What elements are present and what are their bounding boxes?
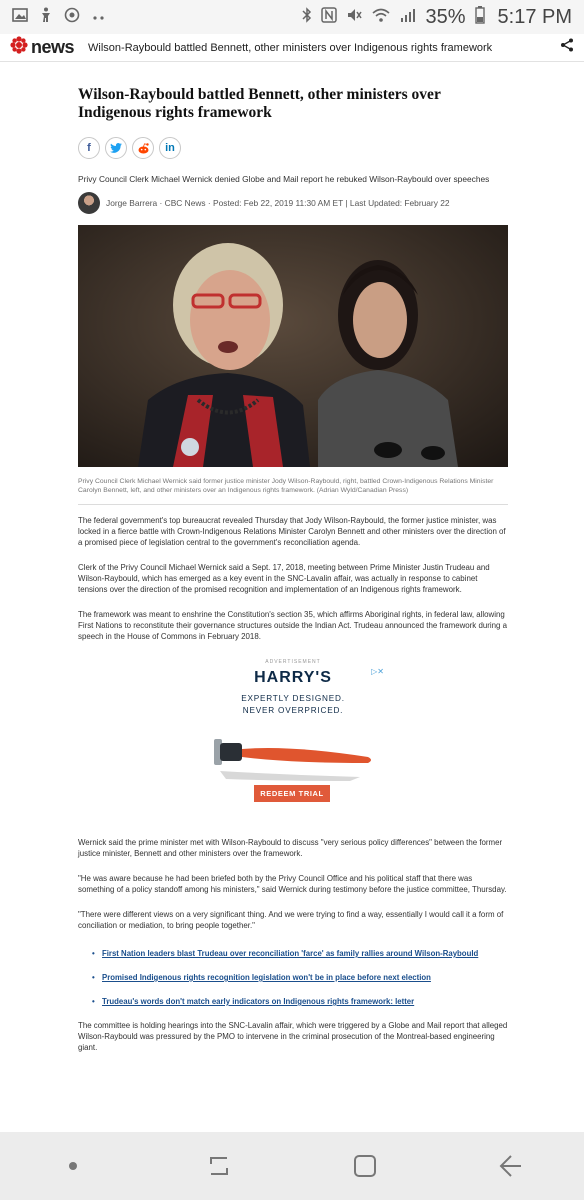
ad-tagline-line-1: EXPERTLY DESIGNED. bbox=[241, 694, 345, 703]
social-share-bar bbox=[78, 137, 508, 159]
battery-level: 35% bbox=[425, 5, 466, 28]
related-link[interactable]: • First Nation leaders blast Trudeau over reconciliation 'farce' as family rallies around Wilson-Raybould bbox=[94, 948, 508, 959]
app-bar-title: Wilson-Raybould battled Bennett, other ministers over Indigenous rights framework bbox=[88, 41, 493, 54]
twitter-icon bbox=[110, 143, 122, 153]
byline-text: Jorge Barrera · CBC News · Posted: Feb 22, 2019 11:30 AM ET | Last Updated: February 22 bbox=[106, 198, 450, 208]
related-links bbox=[78, 948, 508, 1007]
byline bbox=[78, 192, 508, 214]
accessibility-notification-icon bbox=[40, 7, 52, 28]
author-avatar bbox=[78, 192, 100, 214]
related-link[interactable]: • Promised Indigenous rights recognition legislation won't be in place before next election bbox=[94, 972, 508, 983]
article bbox=[78, 62, 508, 1053]
bluetooth-icon bbox=[302, 7, 312, 28]
battery-icon bbox=[475, 6, 485, 29]
razor-image bbox=[210, 725, 376, 781]
nav-dot-indicator[interactable] bbox=[43, 1146, 103, 1186]
facebook-share-button[interactable]: f bbox=[78, 137, 100, 159]
mute-icon bbox=[346, 7, 362, 28]
cbc-gem-icon bbox=[10, 36, 28, 59]
article-paragraph: Clerk of the Privy Council Michael Wernick said a Sept. 17, 2018, meeting between Prime Minister Justin Trudeau and Wilson-Raybould, which has emerged as a key event in the SNC-Lavalin affair, was actually in response to cabinet tensions over the direction of the promised recognition and implementation of an Indigenous rights framework. bbox=[78, 563, 490, 594]
logo-text: news bbox=[31, 37, 75, 57]
related-link[interactable]: • Trudeau's words don't match early indicators on Indigenous rights framework: letter bbox=[94, 996, 508, 1007]
article-paragraph: The federal government's top bureaucrat revealed Thursday that Jody Wilson-Raybould, the former justice minister, was locked in a fierce battle with Crown-Indigenous Relations Minister Carolyn Bennett and other ministers over the direction of a promised piece of legislation central to the government's reconciliation agenda. bbox=[78, 516, 506, 547]
nfc-icon bbox=[321, 7, 337, 28]
article-deck: Privy Council Clerk Michael Wernick denied Globe and Mail report he rebuked Wilson-Raybould over speeches bbox=[78, 174, 490, 184]
ad-creative[interactable] bbox=[198, 667, 388, 817]
advertisement[interactable] bbox=[198, 659, 388, 821]
signal-icon bbox=[400, 8, 416, 27]
twitter-share-button[interactable] bbox=[105, 137, 127, 159]
share-icon[interactable] bbox=[560, 38, 574, 57]
image-notification-icon bbox=[12, 8, 28, 27]
clock: 5:17 PM bbox=[497, 5, 572, 28]
sync-notification-icon bbox=[64, 7, 80, 28]
ad-tagline-line-2: NEVER OVERPRICED. bbox=[242, 706, 344, 715]
more-notifications-icon bbox=[92, 8, 106, 26]
article-photo[interactable] bbox=[78, 225, 508, 467]
ad-tagline bbox=[198, 693, 388, 717]
adchoices-icon[interactable]: ▷✕ bbox=[371, 667, 384, 676]
system-nav-bar bbox=[0, 1132, 584, 1200]
article-headline: Wilson-Raybould battled Bennett, other ministers over Indigenous rights framework bbox=[78, 86, 441, 121]
photo-caption: Privy Council Clerk Michael Wernick said former justice minister Jody Wilson-Raybould, right, battled Crown-Indigenous Relations Minister Carolyn Bennett, left, and other ministers over an Indigenous rights framework. (Adrian Wyld/Canadian Press) bbox=[78, 477, 508, 505]
cbc-news-logo[interactable] bbox=[10, 36, 74, 59]
article-paragraph: "There were different views on a very significant thing. And we were trying to find a way, essentially I would call it a form of conciliation or mediation, to bring people together." bbox=[78, 910, 504, 930]
redeem-trial-button[interactable]: REDEEM TRIAL bbox=[254, 785, 330, 802]
ad-brand: HARRY'S bbox=[254, 669, 332, 686]
status-bar bbox=[0, 0, 584, 34]
ad-label: ADVERTISEMENT bbox=[265, 659, 321, 665]
app-bar bbox=[0, 34, 584, 62]
back-icon[interactable] bbox=[481, 1146, 541, 1186]
article-paragraph: The committee is holding hearings into the SNC-Lavalin affair, which were triggered by a Globe and Mail report that alleged Wilson-Raybould was pressured by the PMO to intervene in the criminal prosecution of the Montreal-based engineering giant. bbox=[78, 1021, 508, 1052]
wifi-icon bbox=[371, 7, 391, 28]
reddit-icon bbox=[137, 143, 150, 154]
home-icon[interactable] bbox=[335, 1146, 395, 1186]
recent-apps-icon[interactable] bbox=[189, 1146, 249, 1186]
article-paragraph: Wernick said the prime minister met with Wilson-Raybould to discuss "very serious policy differences" between the former justice minister, Bennett and other ministers over the framework. bbox=[78, 838, 503, 858]
article-paragraph: The framework was meant to enshrine the Constitution's section 35, which affirms Aboriginal rights, in federal law, allowing First Nations to reconstitute their governance structures outside the Indian Act. Trudeau announced the framework during a speech in the House of Commons in February 2018. bbox=[78, 610, 507, 641]
article-paragraph: "He was aware because he had been briefed both by the Privy Council Office and his political staff that there was something of a policy standoff among his ministers," said Wernick during testimony before the justice committee, Thursday. bbox=[78, 874, 507, 894]
reddit-share-button[interactable] bbox=[132, 137, 154, 159]
linkedin-share-button[interactable]: in bbox=[159, 137, 181, 159]
